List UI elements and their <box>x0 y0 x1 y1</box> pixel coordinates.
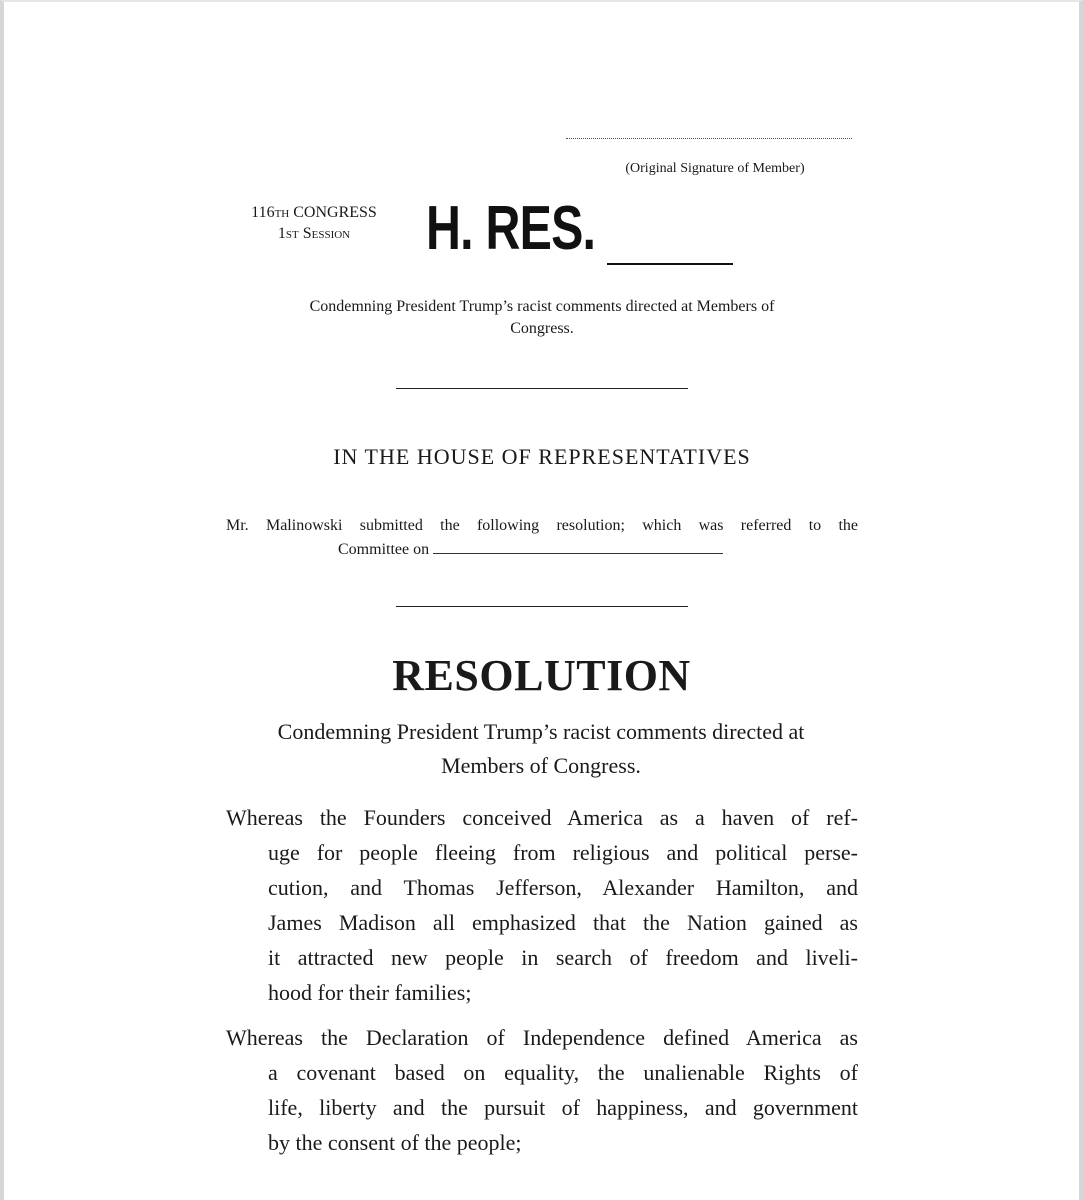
congress-session-block <box>214 202 414 244</box>
submission-statement <box>226 514 858 562</box>
submission-line-1: Mr. Malinowski submitted the following resolution; which was referred to the <box>226 517 858 534</box>
bill-number-blank <box>607 263 733 265</box>
whereas-1-line-5: it attracted new people in search of freedom and liveli- <box>268 945 858 970</box>
session-label: 1st Session <box>277 225 351 242</box>
signature-line <box>566 138 852 139</box>
short-title <box>240 296 844 340</box>
signature-caption: (Original Signature of Member) <box>625 161 805 176</box>
whereas-1-line-6: hood for their families; <box>268 980 472 1005</box>
whereas-2-line-1: Whereas the Declaration of Independence defined America as <box>226 1025 858 1050</box>
submission-line-2 <box>226 538 858 562</box>
resolution-subtitle-line-1: Condemning President Trump’s racist comments directed at <box>277 719 805 744</box>
short-title-line-2: Congress. <box>510 320 574 337</box>
committee-blank <box>433 539 723 554</box>
resolution-subtitle-line-2: Members of Congress. <box>441 753 641 778</box>
chamber-heading: IN THE HOUSE OF REPRESENTATIVES <box>333 444 751 469</box>
whereas-1-line-3: cution, and Thomas Jefferson, Alexander Hamilton, and <box>268 875 858 900</box>
whereas-2-line-3: life, liberty and the pursuit of happiness, and government <box>268 1095 858 1120</box>
whereas-clause-2 <box>226 1020 858 1160</box>
resolution-subtitle <box>228 715 854 783</box>
divider-rule-2 <box>396 606 688 607</box>
whereas-1-line-1: Whereas the Founders conceived America as a haven of ref- <box>226 805 858 830</box>
committee-label: Committee on <box>338 541 430 558</box>
whereas-2-line-2: a covenant based on equality, the unalienable Rights of <box>268 1060 858 1085</box>
short-title-line-1: Condemning President Trump’s racist comments directed at Members of <box>309 298 775 315</box>
whereas-clause-1 <box>226 800 858 1010</box>
divider-rule-1 <box>396 388 688 389</box>
bill-type-heading: H. RES. <box>426 194 596 263</box>
congress-number: 116th CONGRESS <box>251 204 377 221</box>
resolution-heading: RESOLUTION <box>392 651 691 700</box>
whereas-1-line-2: uge for people fleeing from religious and political perse- <box>268 840 858 865</box>
whereas-2-line-4: by the consent of the people; <box>268 1130 522 1155</box>
whereas-1-line-4: James Madison all emphasized that the Nation gained as <box>268 910 858 935</box>
